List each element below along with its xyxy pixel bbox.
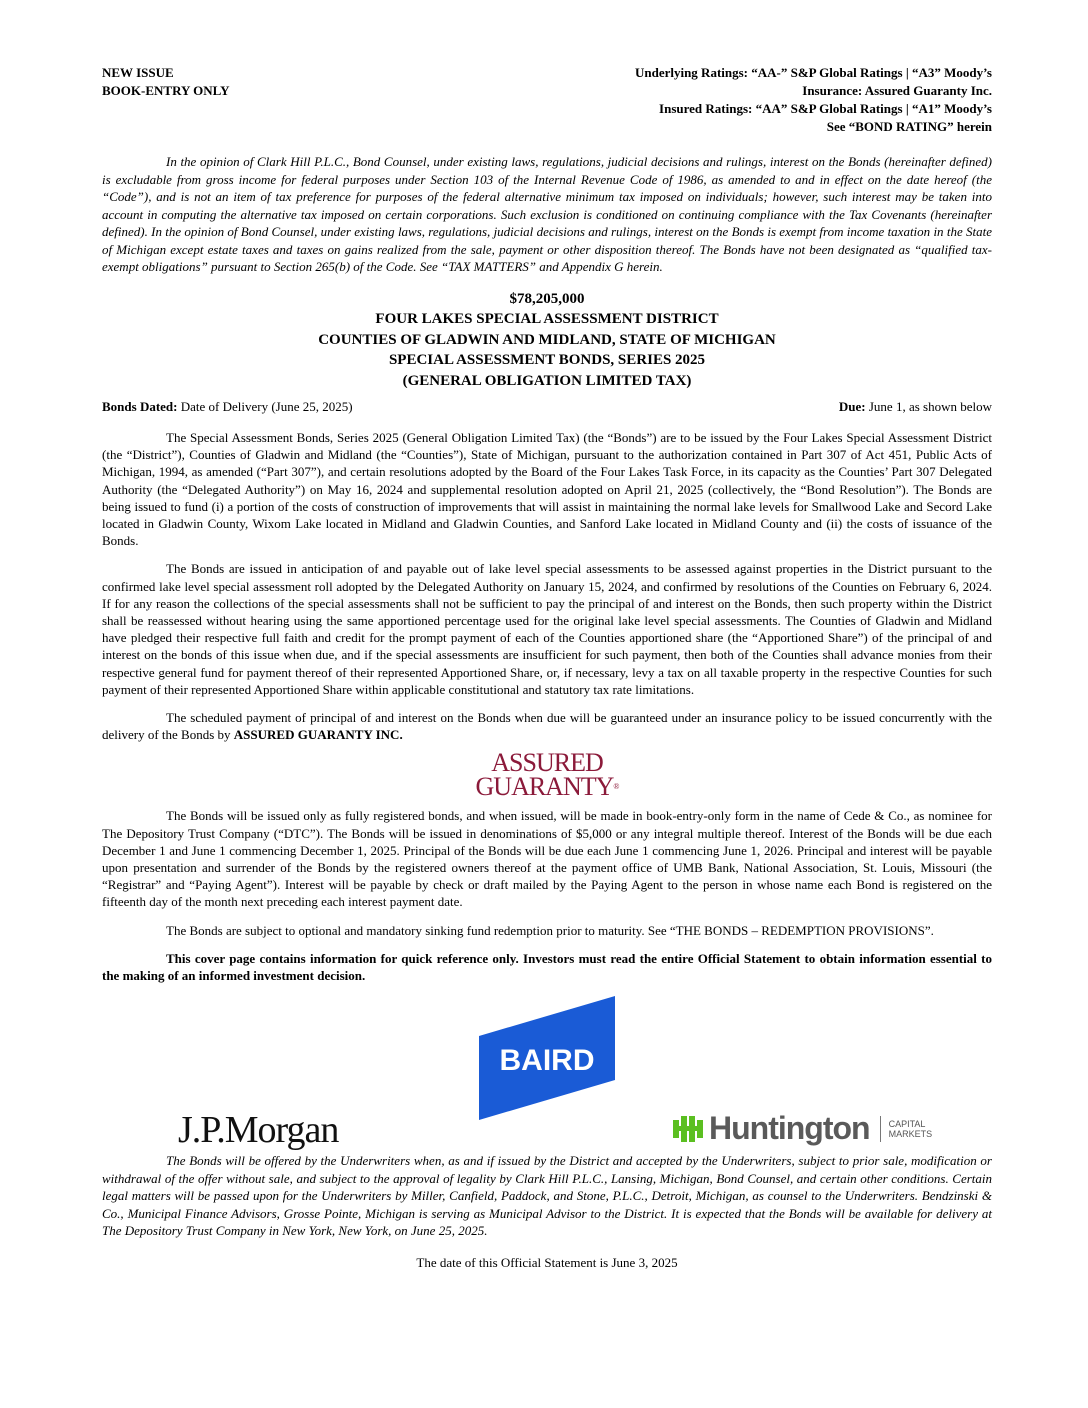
huntington-capital: CAPITAL [888, 1118, 926, 1129]
insurer-name: ASSURED GUARANTY INC. [233, 727, 403, 743]
bonds-due-value: June 1, as shown below [868, 399, 992, 414]
baird-logo [479, 996, 615, 1120]
cover-header [102, 64, 992, 136]
bond-counsel-opinion: In the opinion of Clark Hill P.L.C., Bond Counsel, under existing laws, regulations, judicial decisions and rulings, interest on the Bonds (hereinafter defined) is excludable from gross income for federal purposes under Section 103 of the Internal Revenue Code of 1986, as amended to and in effect on the date hereof (the “Code”), and is not an item of tax preference for purposes of the federal alternative minimum tax imposed on individuals; however, such interest may be taken into account in computing the alternative tax imposed on certain corporations. Such exclusion is conditioned on continuing compliance with the Tax Covenants (hereinafter defined). In the opinion of Bond Counsel, under existing laws, regulations, judicial decisions and rulings, interest on the Bonds is exempt from income taxation in the State of Michigan except estate taxes and taxes on gains realized from the sale, payment or other disposition thereof. The Bonds have not been designated as “qualified tax-exempt obligations” pursuant to Section 265(b) of the Code. See “TAX MATTERS” and Appendix G herein. [102, 154, 992, 274]
huntington-divider [880, 1116, 881, 1142]
official-statement-page [102, 64, 992, 1271]
insurance-text: The scheduled payment of principal of and interest on the Bonds when due will be guaranteed under an insurance policy to be issued concurrently with the delivery of the Bonds by [102, 710, 992, 743]
counties-name: COUNTIES OF GLADWIN AND MIDLAND, STATE OF MICHIGAN [318, 331, 776, 348]
bonds-dated-value: Date of Delivery (June 25, 2025) [180, 399, 353, 414]
bond-series: SPECIAL ASSESSMENT BONDS, SERIES 2025 [388, 352, 706, 368]
huntington-name: Huntington [709, 1110, 870, 1147]
huntington-mark-icon [671, 1112, 705, 1146]
paragraph-security: The Bonds are issued in anticipation of and payable out of lake level special assessments to be assessed against properties in the District pursuant to the confirmed lake level special assessment roll adopted by the Delegated Authority on January 15, 2024, and confirmed by resolutions of the Counties on February 6, 2024. If for any reason the collections of the special assessments shall not be sufficient to pay the principal of and interest on the Bonds, then such property within the District shall be reassessed without hearing using the same apportioned percentage used for the original lake level special assessments. The Counties of Gladwin and Midland have pledged their respective full faith and credit for the prompt payment of each of the Counties apportioned share (the “Apportioned Share”) of the principal of and interest on the bonds of this issue when due, and if the special assessments are insufficient for such payment, then both of the Counties shall advance monies from their respective general fund for payment thereof of their represented Apportioned Share, or, if necessary, levy a tax on all taxable property in the respective Counties for such payment of their represented Apportioned Share within applicable constitutional and statutory tax rate limitations. [102, 561, 992, 697]
bond-type: (GENERAL OBLIGATION LIMITED TAX) [402, 372, 692, 389]
book-entry-label: BOOK-ENTRY ONLY [102, 83, 230, 98]
insurance-line: Insurance: Assured Guaranty Inc. [802, 83, 992, 98]
assured-logo-line2 [472, 772, 622, 802]
bond-amount: $78,205,000 [509, 290, 585, 307]
underwriters-paragraph: The Bonds will be offered by the Underwriters when, as and if issued by the District and accepted by the Underwriters, subject to prior sale, modification or withdrawal of the offer without sale, and subject to the approval of legality by Clark Hill P.L.C., Lansing, Michigan, Bond Counsel, and certain other conditions. Certain legal matters will be passed upon for the Underwriters by Miller, Canfield, Paddock, and Stone, P.L.C., Detroit, Michigan, as counsel to the Underwriters. Bendzinski & Co., Municipal Finance Advisors, Grosse Pointe, Michigan is serving as Municipal Advisor to the District. It is expected that the Bonds will be available for delivery at The Depository Trust Company in New York, New York, on June 25, 2025. [102, 1153, 992, 1239]
bonds-due-label: Due: [838, 399, 866, 414]
dated-due-row [102, 398, 992, 416]
new-issue-label: NEW ISSUE [102, 65, 174, 80]
underlying-ratings: Underlying Ratings: “AA-” S&P Global Ratings | “A3” Moody’s [634, 65, 992, 80]
baird-logo-text: BAIRD [499, 1044, 595, 1078]
bonds-due [839, 398, 992, 416]
paragraph-insurance [102, 709, 992, 743]
assured-logo-line1: ASSURED [491, 748, 603, 778]
assured-logo-guaranty: GUARANTY [475, 772, 614, 802]
paragraph-authorization: The Special Assessment Bonds, Series 2025 (General Obligation Limited Tax) (the “Bonds”) are to be issued by the Four Lakes Special Assessment District (the “District”), Counties of Gladwin and Midland (the “Counties”), State of Michigan, pursuant to the authorization contained in Part 307 of Act 451, Public Acts of Michigan, 1994, as amended (“Part 307”), and certain resolutions adopted by the Board of the Four Lakes Task Force, in its capacity as the Counties’ Part 307 Delegated Authority (the “Delegated Authority”) on May 16, 2024 and supplemental resolution adopted on April 21, 2025 (collectively, the “Bond Resolution”). The Bonds are being issued to fund (i) a portion of the costs of construction of improvements that will assist in maintaining the normal lake levels for Smallwood Lake and Secord Lake located in Gladwin County, Wixom Lake located in Midland and Gladwin Counties, and Sanford Lake located in Midland County and (ii) the costs of issuance of the Bonds. [102, 430, 992, 549]
bond-rating-reference: See “BOND RATING” herein [826, 119, 992, 134]
huntington-markets: MARKETS [888, 1128, 933, 1139]
jpmorgan-logo: J.P.Morgan [178, 1109, 339, 1152]
paragraph-book-entry: The Bonds will be issued only as fully registered bonds, and when issued, will be made in book-entry-only form in the name of Cede & Co., as nominee for The Depository Trust Company (“DTC”). The Bonds will be issued in denominations of $5,000 or any integral multiple thereof. Interest of the Bonds will be due each December 1 and June 1 commencing December 1, 2025. Principal of the Bonds will be due each June 1 commencing June 1, 2026. Principal and interest will be payable upon presentation and surrender of the Bonds by the registered owners thereof at the payment office of UMB Bank, National Association, St. Louis, Missouri (the “Registrar” and “Paying Agent”). Interest will be payable by check or draft mailed by the Paying Agent to the person in whose name each Bond is registered on the fifteenth day of the month next preceding each interest payment date. [102, 808, 992, 910]
insured-ratings: Insured Ratings: “AA” S&P Global Ratings | “A1” Moody’s [659, 101, 992, 116]
statement-date: The date of this Official Statement is June 3, 2025 [416, 1254, 678, 1270]
huntington-logo [671, 1110, 932, 1147]
underwriter-logos [102, 996, 992, 1156]
assured-guaranty-logo [472, 748, 622, 802]
paragraph-redemption: The Bonds are subject to optional and mandatory sinking fund redemption prior to maturity. See “THE BONDS – REDEMPTION PROVISIONS”. [166, 922, 934, 938]
huntington-capital-markets [889, 1119, 933, 1139]
bond-title [102, 289, 992, 392]
trademark-mark: ® [613, 782, 619, 792]
bonds-dated [102, 398, 353, 416]
ratings-block [635, 64, 992, 136]
bonds-dated-label: Bonds Dated: [102, 399, 178, 414]
district-name: FOUR LAKES SPECIAL ASSESSMENT DISTRICT [375, 311, 719, 327]
paragraph-quick-reference: This cover page contains information for quick reference only. Investors must read the entire Official Statement to obtain information essential to the making of an informed investment decision. [102, 950, 992, 984]
issue-type [102, 64, 230, 136]
